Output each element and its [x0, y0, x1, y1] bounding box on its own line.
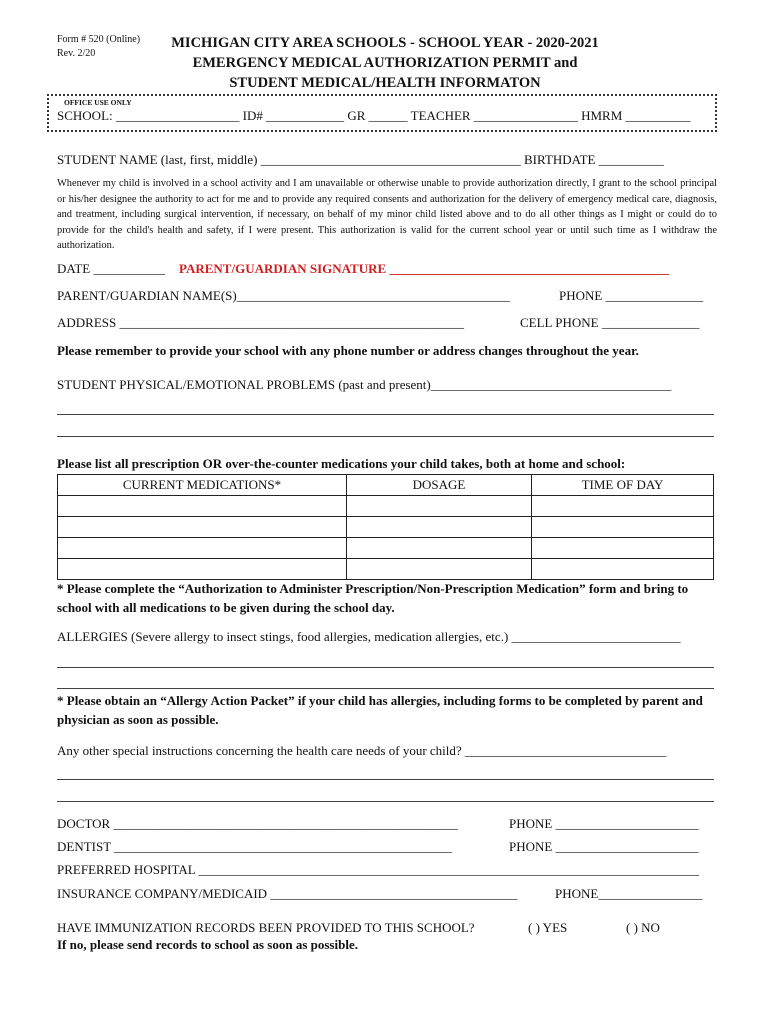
medication-cell[interactable]	[58, 496, 347, 517]
time-cell[interactable]	[532, 559, 714, 580]
address-field[interactable]: ADDRESS _____________________________________________________	[57, 315, 464, 330]
special-instructions-field[interactable]: Any other special instructions concerning the health care needs of your child? _______________________________	[57, 743, 667, 758]
instructions-blank-line[interactable]	[57, 779, 714, 780]
allergy-packet-note: * Please obtain an “Allergy Action Packet” if your child has allergies, including forms to be completed by parent and physician as soon as possible.	[57, 693, 703, 727]
doctor-field[interactable]: DOCTOR _____________________________________________________	[57, 816, 458, 831]
table-row	[58, 559, 714, 580]
title-line-1: MICHIGAN CITY AREA SCHOOLS - SCHOOL YEAR - 2020-2021	[171, 35, 599, 51]
cell-phone-field[interactable]: CELL PHONE _______________	[520, 315, 700, 330]
dosage-cell[interactable]	[347, 496, 532, 517]
medication-cell[interactable]	[58, 559, 347, 580]
table-header-row	[58, 475, 714, 496]
page-title	[150, 33, 620, 93]
parent-signature-field[interactable]: PARENT/GUARDIAN SIGNATURE ___________________________________________	[179, 261, 669, 276]
parent-names-field[interactable]: PARENT/GUARDIAN NAME(S)__________________________________________	[57, 288, 510, 303]
instructions-blank-line[interactable]	[57, 801, 714, 802]
immunization-no-option[interactable]: ( ) NO	[626, 920, 660, 935]
table-row	[58, 517, 714, 538]
medications-column-header: CURRENT MEDICATIONS*	[58, 475, 347, 496]
doctor-phone-field[interactable]: PHONE ______________________	[509, 816, 699, 831]
office-use-fields[interactable]: SCHOOL: ___________________ ID# ____________ GR ______ TEACHER ________________ HMRM __________	[57, 108, 691, 123]
medications-intro: Please list all prescription OR over-the-counter medications your child takes, both at home and school:	[57, 456, 626, 471]
student-name-field[interactable]: STUDENT NAME (last, first, middle) ________________________________________ BIRTHDATE __________	[57, 152, 664, 167]
allergies-blank-line[interactable]	[57, 688, 714, 689]
title-line-2: EMERGENCY MEDICAL AUTHORIZATION PERMIT and	[192, 55, 578, 71]
medications-table	[57, 474, 714, 580]
medication-cell[interactable]	[58, 517, 347, 538]
medication-form-note: * Please complete the “Authorization to Administer Prescription/Non-Prescription Medication” form and bring to school with all medications to be given during the school day.	[57, 581, 689, 615]
dosage-column-header: DOSAGE	[347, 475, 532, 496]
revision-date: Rev. 2/20	[57, 48, 96, 59]
table-row	[58, 538, 714, 559]
insurance-phone-field[interactable]: PHONE________________	[555, 886, 703, 901]
contact-reminder: Please remember to provide your school with any phone number or address changes throughout the year.	[57, 343, 639, 358]
form-number: Form # 520 (Online)	[57, 34, 141, 45]
dosage-cell[interactable]	[347, 559, 532, 580]
dentist-field[interactable]: DENTIST ____________________________________________________	[57, 839, 453, 854]
allergies-field[interactable]: ALLERGIES (Severe allergy to insect stings, food allergies, medication allergies, etc.) __________________________	[57, 629, 681, 644]
authorization-paragraph: Whenever my child is involved in a school activity and I am unavailable or otherwise unable to provide authorization directly, I grant to the school principal or his/her designee the authority to act for me and to provide any required consents and authorization for the delivery of emergency medical care, diagnosis, and treatment, including surgical intervention, if necessary, on behalf of my minor child listed above and to do all other things as I might or could do to provide for the child's health and safety, if I were present. This authorization is valid for the current school year or until such time as I withdraw the authorization.	[57, 178, 717, 251]
problems-blank-line[interactable]	[57, 436, 714, 437]
time-cell[interactable]	[532, 517, 714, 538]
hospital-field[interactable]: PREFERRED HOSPITAL _____________________________________________________________________________	[57, 862, 699, 877]
dosage-cell[interactable]	[347, 517, 532, 538]
table-row	[58, 496, 714, 517]
time-cell[interactable]	[532, 538, 714, 559]
time-of-day-column-header: TIME OF DAY	[532, 475, 714, 496]
form-number-block	[57, 33, 140, 61]
immunization-yes-option[interactable]: ( ) YES	[528, 920, 568, 935]
immunization-question: HAVE IMMUNIZATION RECORDS BEEN PROVIDED TO THIS SCHOOL?	[57, 920, 475, 935]
physical-problems-field[interactable]: STUDENT PHYSICAL/EMOTIONAL PROBLEMS (past and present)_____________________________________	[57, 377, 672, 392]
immunization-note: If no, please send records to school as soon as possible.	[57, 937, 358, 952]
title-line-3: STUDENT MEDICAL/HEALTH INFORMATON	[229, 75, 541, 91]
dosage-cell[interactable]	[347, 538, 532, 559]
problems-blank-line[interactable]	[57, 414, 714, 415]
time-cell[interactable]	[532, 496, 714, 517]
office-use-label: OFFICE USE ONLY	[64, 98, 132, 107]
insurance-field[interactable]: INSURANCE COMPANY/MEDICAID ______________________________________	[57, 886, 518, 901]
medication-cell[interactable]	[58, 538, 347, 559]
date-field[interactable]: DATE ___________	[57, 261, 165, 276]
allergies-blank-line[interactable]	[57, 667, 714, 668]
parent-phone-field[interactable]: PHONE _______________	[559, 288, 704, 303]
dentist-phone-field[interactable]: PHONE ______________________	[509, 839, 699, 854]
